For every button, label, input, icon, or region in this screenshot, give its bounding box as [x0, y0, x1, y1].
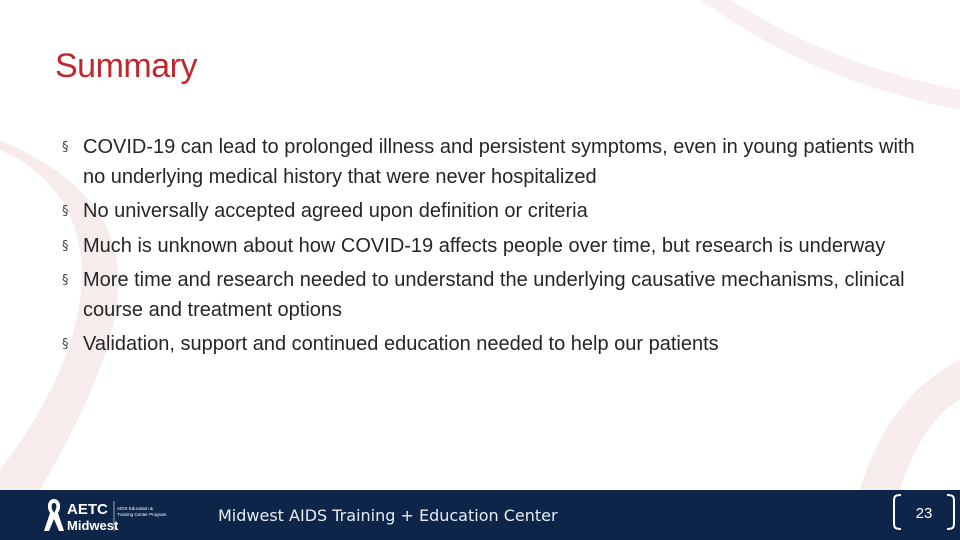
list-item	[62, 133, 932, 192]
aetc-midwest-logo	[40, 493, 180, 537]
list-item	[62, 197, 932, 227]
bullet-text: More time and research needed to understand the underlying causative mechanisms, clinical course and treatment options	[83, 269, 905, 321]
bullet-icon: §	[62, 140, 69, 155]
bullet-list	[62, 133, 932, 365]
bullet-text: Much is unknown about how COVID-19 affects people over time, but research is underway	[83, 234, 886, 257]
svg-text:AIDS Education &: AIDS Education &	[117, 506, 154, 511]
list-item	[62, 232, 932, 262]
list-item	[62, 330, 932, 360]
page-number: 23	[915, 505, 933, 522]
svg-text:AETC: AETC	[67, 501, 108, 518]
right-bracket-icon	[944, 494, 958, 530]
footer-bar	[0, 490, 960, 540]
bullet-text: Validation, support and continued education needed to help our patients	[83, 333, 719, 355]
bullet-text: COVID-19 can lead to prolonged illness and persistent symptoms, even in young patients with no underlying medical history that were never hospitalized	[83, 136, 915, 188]
svg-text:Midwest: Midwest	[67, 518, 119, 533]
footer-organization-name: Midwest AIDS Training + Education Center	[218, 506, 558, 525]
bullet-icon: §	[62, 204, 69, 219]
svg-text:Training Center Program: Training Center Program	[117, 512, 167, 517]
bullet-icon: §	[62, 273, 69, 288]
bullet-icon: §	[62, 337, 69, 352]
slide-title: Summary	[55, 47, 197, 85]
page-number-box	[888, 490, 960, 540]
bullet-text: No universally accepted agreed upon definition or criteria	[83, 200, 588, 222]
list-item	[62, 266, 932, 325]
bullet-icon: §	[62, 238, 69, 254]
